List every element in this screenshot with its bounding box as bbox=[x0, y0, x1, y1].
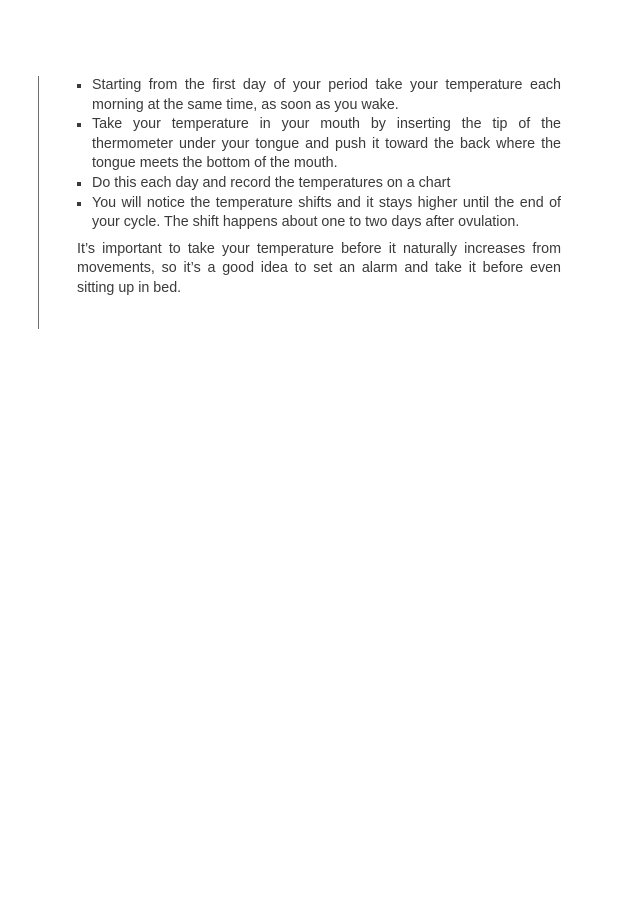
list-item bbox=[77, 174, 561, 194]
list-item-text: Take your temperature in your mouth by inserting the tip of the thermometer under your tongue and push it toward the back where the tongue meets the bottom of the mouth. bbox=[92, 116, 561, 172]
list-item-text: You will notice the temperature shifts and it stays higher until the end of your cycle. The shift happens about one to two days after ovulation. bbox=[92, 194, 561, 231]
bullet-list bbox=[77, 76, 561, 233]
list-item bbox=[77, 115, 561, 174]
list-item-text: Starting from the first day of your period take your temperature each morning at the same time, as soon as you wake. bbox=[92, 77, 561, 113]
list-item bbox=[77, 194, 561, 233]
list-item-text: Do this each day and record the temperatures on a chart bbox=[92, 174, 451, 191]
margin-rule bbox=[38, 76, 39, 329]
list-item bbox=[77, 76, 561, 115]
bullet-icon bbox=[77, 84, 81, 88]
body-paragraph: It’s important to take your temperature before it naturally increases from movements, so it’s a good idea to set an alarm and take it before even sitting up in bed. bbox=[77, 240, 561, 296]
document-body bbox=[77, 76, 561, 299]
bullet-icon bbox=[77, 123, 81, 127]
bullet-icon bbox=[77, 182, 81, 186]
bullet-icon bbox=[77, 202, 81, 206]
